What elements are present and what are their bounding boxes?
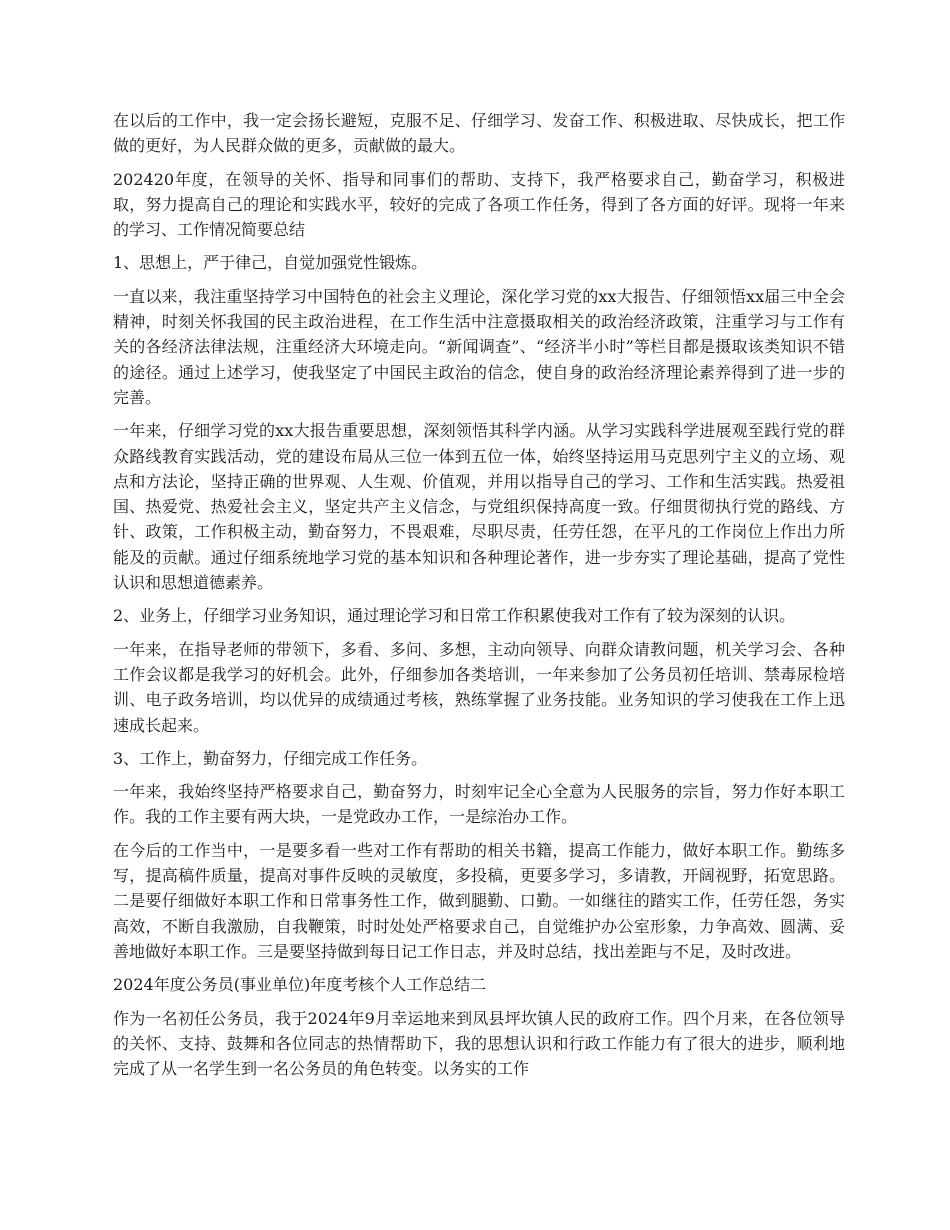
document-subtitle: 2024年度公务员(事业单位)年度考核个人工作总结二 <box>113 975 487 995</box>
section-heading-thought: 1、思想上，严于律己，自觉加强党性锻炼。 <box>113 253 428 273</box>
paragraph-future-plans: 在今后的工作当中，一是要多看一些对工作有帮助的相关书籍，提高工作能力，做好本职工作。勤练多写，提高稿件质量，提高对事件反映的灵敏度，多投稿，更要多学习，多请教，开阔视野，拓宽思路。二是要仔细做好本职工作和日常事务性工作，做到腿勤、口勤。一如继往的踏实工作，任劳任怨，务实高效，不断自我激励，自我鞭策，时时处处严格要求自己，自觉维护办公室形象，力争高效、圆满、妥善地做好本职工作。三是要坚持做到每日记工作日志，并及时总结，找出差距与不足，及时改进。 <box>113 840 845 961</box>
paragraph-theory-study: 一直以来，我注重坚持学习中国特色的社会主义理论，深化学习党的xx大报告、仔细领悟xx届三中全会精神，时刻关怀我国的民主政治进程，在工作生活中注意摄取相关的政治经济政策，注重学习与工作有关的各经济法律法规，注重经济大环境走向。“新闻调查”、“经济半小时”等栏目都是摄取该类知识不错的途径。通过上述学习，使我坚定了中国民主政治的信念，使自身的政治经济理论素养得到了进一步的完善。 <box>113 286 845 407</box>
paragraph-year-intro: 202420年度，在领导的关怀、指导和同事们的帮助、支持下，我严格要求自己，勤奋学习，积极进取，努力提高自己的理论和实践水平，较好的完成了各项工作任务，得到了各方面的好评。现将一年来的学习、工作情况简要总结 <box>113 169 845 240</box>
paragraph-training: 一年来，在指导老师的带领下，多看、多问、多想，主动向领导、向群众请教问题，机关学习会、各种工作会议都是我学习的好机会。此外，仔细参加各类培训，一年来参加了公务员初任培训、禁毒尿检培训、电子政务培训，均以优异的成绩通过考核，熟练掌握了业务技能。业务知识的学习使我在工作上迅速成长起来。 <box>113 639 845 735</box>
document-body <box>113 108 845 1089</box>
paragraph-main-duties: 一年来，我始终坚持严格要求自己，勤奋努力，时刻牢记全心全意为人民服务的宗旨，努力作好本职工作。我的工作主要有两大块，一是党政办工作，一是综治办工作。 <box>113 782 845 827</box>
section-heading-work: 3、工作上，勤奋努力，仔细完成工作任务。 <box>113 748 428 768</box>
paragraph-new-civil-servant: 作为一名初任公务员，我于2024年9月幸运地来到凤县坪坎镇人民的政府工作。四个月来，在各位领导的关怀、支持、鼓舞和各位同志的热情帮助下，我的思想认识和行政工作能力有了很大的进步，顺利地完成了从一名学生到一名公务员的角色转变。以务实的工作 <box>113 1008 845 1079</box>
section-heading-business: 2、业务上，仔细学习业务知识，通过理论学习和日常工作积累使我对工作有了较为深刻的认识。 <box>113 606 796 626</box>
paragraph-closing-summary: 在以后的工作中，我一定会扬长避短，克服不足、仔细学习、发奋工作、积极进取、尽快成长，把工作做的更好，为人民群众做的更多，贡献做的最大。 <box>113 111 845 156</box>
paragraph-party-study: 一年来，仔细学习党的xx大报告重要思想，深刻领悟其科学内涵。从学习实践科学进展观至践行党的群众路线教育实践活动，党的建设布局从三位一体到五位一体，始终坚持运用马克思列宁主义的立场、观点和方法论，坚持正确的世界观、人生观、价值观，并用以指导自己的学习、工作和生活实践。热爱祖国、热爱党、热爱社会主义，坚定共产主义信念，与党组织保持高度一致。仔细贯彻执行党的路线、方针、政策，工作积极主动，勤奋努力，不畏艰难，尽职尽责，任劳任怨，在平凡的工作岗位上作出力所能及的贡献。通过仔细系统地学习党的基本知识和各种理论著作，进一步夯实了理论基础，提高了党性认识和思想道德素养。 <box>113 421 845 593</box>
